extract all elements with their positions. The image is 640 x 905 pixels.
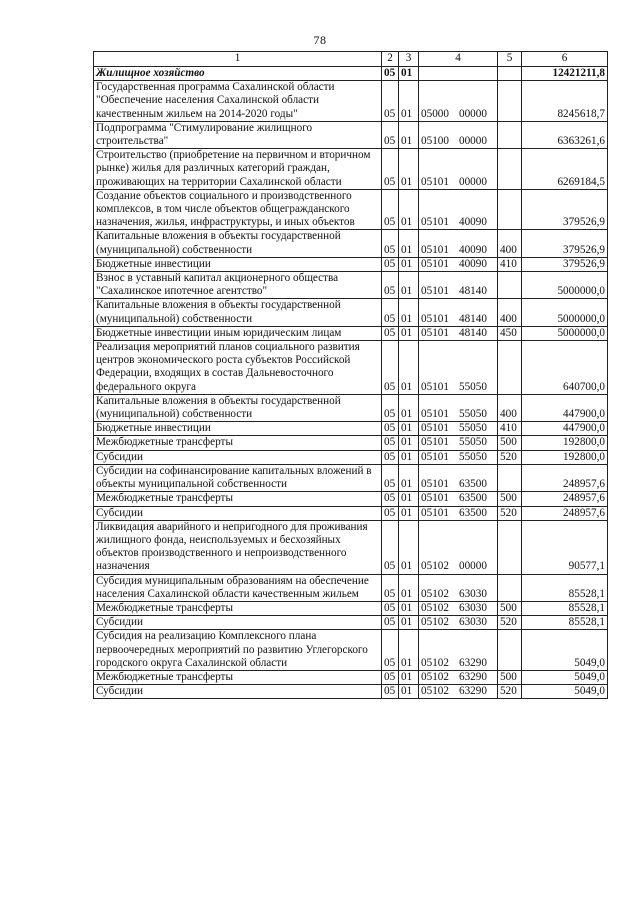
row-section: 05 bbox=[382, 121, 399, 148]
row-expense-type bbox=[498, 341, 522, 395]
row-expense-type: 500 bbox=[498, 436, 522, 450]
program-code: 05101 bbox=[421, 312, 449, 325]
row-target-article bbox=[419, 601, 498, 615]
row-amount: 85528,1 bbox=[522, 601, 608, 615]
row-name: Субсидия на реализацию Комплексного плана первоочередных мероприятий по развитию Углегорского городского округа Сахалинской области bbox=[94, 630, 382, 671]
row-name: Бюджетные инвестиции bbox=[94, 257, 382, 271]
direction-code: 63030 bbox=[458, 616, 487, 629]
row-expense-type bbox=[498, 121, 522, 148]
direction-code: 55050 bbox=[458, 436, 487, 449]
table-row bbox=[94, 670, 608, 684]
direction-code: 63290 bbox=[458, 656, 487, 669]
row-name: Бюджетные инвестиции bbox=[94, 422, 382, 436]
row-target-article bbox=[419, 81, 498, 122]
table-row bbox=[94, 257, 608, 271]
row-subsection: 01 bbox=[399, 67, 419, 81]
direction-code: 00000 bbox=[458, 107, 487, 120]
row-target-article bbox=[419, 67, 498, 81]
row-target-article bbox=[419, 341, 498, 395]
row-section: 05 bbox=[382, 670, 399, 684]
direction-code: 48140 bbox=[458, 326, 487, 339]
row-amount: 248957,6 bbox=[522, 506, 608, 520]
program-code: 05101 bbox=[421, 436, 449, 449]
table-row bbox=[94, 189, 608, 230]
row-name: Ликвидация аварийного и непригодного для проживания жилищного фонда, неиспользуемых и бесхозяйных объектов производственного и непроизводственного назначения bbox=[94, 520, 382, 574]
row-subsection: 01 bbox=[399, 492, 419, 506]
row-expense-type bbox=[498, 464, 522, 491]
table-row bbox=[94, 230, 608, 257]
row-amount: 447900,0 bbox=[522, 394, 608, 421]
program-code: 05101 bbox=[421, 492, 449, 505]
row-target-article bbox=[419, 121, 498, 148]
table-row bbox=[94, 506, 608, 520]
budget-table bbox=[93, 51, 608, 699]
row-name: Жилищное хозяйство bbox=[94, 67, 382, 81]
row-section: 05 bbox=[382, 394, 399, 421]
row-expense-type: 500 bbox=[498, 670, 522, 684]
row-target-article bbox=[419, 685, 498, 699]
table-row bbox=[94, 450, 608, 464]
row-target-article bbox=[419, 272, 498, 299]
row-target-article bbox=[419, 630, 498, 671]
row-expense-type bbox=[498, 574, 522, 601]
page-number: 78 bbox=[313, 33, 327, 47]
program-code: 05101 bbox=[421, 450, 449, 463]
row-expense-type bbox=[498, 189, 522, 230]
row-name: Капитальные вложения в объекты государственной (муниципальной) собственности bbox=[94, 394, 382, 421]
direction-code: 63500 bbox=[458, 478, 487, 491]
row-amount: 379526,9 bbox=[522, 189, 608, 230]
row-target-article bbox=[419, 189, 498, 230]
program-code: 05100 bbox=[421, 135, 449, 148]
row-amount: 12421211,8 bbox=[522, 67, 608, 81]
program-code: 05000 bbox=[421, 107, 449, 120]
row-name: Субсидии bbox=[94, 616, 382, 630]
row-name: Создание объектов социального и производственного комплексов, в том числе объектов общегражданского назначения, жилья, инфраструктуры, и иных объектов bbox=[94, 189, 382, 230]
row-amount: 447900,0 bbox=[522, 422, 608, 436]
row-subsection: 01 bbox=[399, 326, 419, 340]
row-section: 05 bbox=[382, 422, 399, 436]
row-section: 05 bbox=[382, 230, 399, 257]
row-target-article bbox=[419, 436, 498, 450]
row-expense-type bbox=[498, 520, 522, 574]
direction-code: 00000 bbox=[458, 135, 487, 148]
row-amount: 6363261,6 bbox=[522, 121, 608, 148]
row-expense-type: 410 bbox=[498, 257, 522, 271]
program-code: 05101 bbox=[421, 216, 449, 229]
row-name: Межбюджетные трансферты bbox=[94, 601, 382, 615]
row-expense-type: 520 bbox=[498, 450, 522, 464]
row-section: 05 bbox=[382, 685, 399, 699]
table-row bbox=[94, 149, 608, 190]
row-name: Подпрограмма "Стимулирование жилищного строительства" bbox=[94, 121, 382, 148]
row-expense-type: 400 bbox=[498, 299, 522, 326]
row-amount: 379526,9 bbox=[522, 230, 608, 257]
row-name: Капитальные вложения в объекты государственной (муниципальной) собственности bbox=[94, 299, 382, 326]
row-amount: 5049,0 bbox=[522, 685, 608, 699]
row-subsection: 01 bbox=[399, 670, 419, 684]
program-code: 05102 bbox=[421, 670, 449, 683]
row-section: 05 bbox=[382, 257, 399, 271]
row-section: 05 bbox=[382, 326, 399, 340]
row-subsection: 01 bbox=[399, 436, 419, 450]
program-code: 05101 bbox=[421, 478, 449, 491]
row-subsection: 01 bbox=[399, 341, 419, 395]
table-row bbox=[94, 520, 608, 574]
row-target-article bbox=[419, 670, 498, 684]
row-section: 05 bbox=[382, 81, 399, 122]
direction-code: 63030 bbox=[458, 601, 487, 614]
header-cell-amount: 6 bbox=[522, 52, 608, 67]
row-section: 05 bbox=[382, 67, 399, 81]
row-subsection: 01 bbox=[399, 601, 419, 615]
program-code: 05101 bbox=[421, 257, 449, 270]
direction-code: 55050 bbox=[458, 408, 487, 421]
row-subsection: 01 bbox=[399, 450, 419, 464]
row-section: 05 bbox=[382, 520, 399, 574]
row-section: 05 bbox=[382, 436, 399, 450]
row-expense-type: 500 bbox=[498, 601, 522, 615]
row-name: Капитальные вложения в объекты государственной (муниципальной) собственности bbox=[94, 230, 382, 257]
direction-code: 00000 bbox=[458, 175, 487, 188]
row-expense-type bbox=[498, 67, 522, 81]
direction-code: 63030 bbox=[458, 587, 487, 600]
program-code: 05102 bbox=[421, 587, 449, 600]
row-amount: 5049,0 bbox=[522, 630, 608, 671]
header-cell-target-article: 4 bbox=[419, 52, 498, 67]
row-expense-type bbox=[498, 272, 522, 299]
row-section: 05 bbox=[382, 450, 399, 464]
row-expense-type: 520 bbox=[498, 685, 522, 699]
row-section: 05 bbox=[382, 492, 399, 506]
direction-code: 55050 bbox=[458, 380, 487, 393]
header-cell-expense-type: 5 bbox=[498, 52, 522, 67]
row-subsection: 01 bbox=[399, 574, 419, 601]
table-row bbox=[94, 616, 608, 630]
row-name: Межбюджетные трансферты bbox=[94, 492, 382, 506]
program-code: 05101 bbox=[421, 285, 449, 298]
program-code: 05101 bbox=[421, 506, 449, 519]
row-expense-type bbox=[498, 630, 522, 671]
row-section: 05 bbox=[382, 506, 399, 520]
table-row bbox=[94, 394, 608, 421]
row-expense-type: 410 bbox=[498, 422, 522, 436]
row-section: 05 bbox=[382, 464, 399, 491]
table-row bbox=[94, 299, 608, 326]
row-expense-type bbox=[498, 149, 522, 190]
row-target-article bbox=[419, 257, 498, 271]
row-amount: 248957,6 bbox=[522, 492, 608, 506]
direction-code: 00000 bbox=[458, 560, 487, 573]
row-section: 05 bbox=[382, 341, 399, 395]
table-row bbox=[94, 630, 608, 671]
row-subsection: 01 bbox=[399, 685, 419, 699]
row-expense-type: 450 bbox=[498, 326, 522, 340]
row-expense-type: 520 bbox=[498, 506, 522, 520]
row-expense-type: 500 bbox=[498, 492, 522, 506]
row-target-article bbox=[419, 506, 498, 520]
row-name: Государственная программа Сахалинской области "Обеспечение населения Сахалинской области качественным жильем на 2014-2020 годы" bbox=[94, 81, 382, 122]
direction-code: 40090 bbox=[458, 216, 487, 229]
table-row bbox=[94, 436, 608, 450]
row-section: 05 bbox=[382, 630, 399, 671]
row-subsection: 01 bbox=[399, 394, 419, 421]
program-code: 05101 bbox=[421, 175, 449, 188]
row-name: Строительство (приобретение на первичном и вторичном рынке) жилья для различных категорий граждан, проживающих на территории Сахалинской области bbox=[94, 149, 382, 190]
row-subsection: 01 bbox=[399, 121, 419, 148]
direction-code: 63290 bbox=[458, 670, 487, 683]
row-name: Взнос в уставный капитал акционерного общества "Сахалинское ипотечное агентство" bbox=[94, 272, 382, 299]
direction-code: 55050 bbox=[458, 422, 487, 435]
row-subsection: 01 bbox=[399, 616, 419, 630]
row-section: 05 bbox=[382, 272, 399, 299]
row-subsection: 01 bbox=[399, 506, 419, 520]
table-row bbox=[94, 492, 608, 506]
row-subsection: 01 bbox=[399, 257, 419, 271]
row-expense-type: 400 bbox=[498, 230, 522, 257]
row-subsection: 01 bbox=[399, 230, 419, 257]
program-code: 05101 bbox=[421, 408, 449, 421]
row-amount: 640700,0 bbox=[522, 341, 608, 395]
row-target-article bbox=[419, 450, 498, 464]
row-name: Бюджетные инвестиции иным юридическим лицам bbox=[94, 326, 382, 340]
row-target-article bbox=[419, 149, 498, 190]
header-cell-name: 1 bbox=[94, 52, 382, 67]
row-subsection: 01 bbox=[399, 464, 419, 491]
table-row bbox=[94, 326, 608, 340]
row-amount: 192800,0 bbox=[522, 436, 608, 450]
table-row bbox=[94, 574, 608, 601]
table-row bbox=[94, 464, 608, 491]
header-cell-subsection: 3 bbox=[399, 52, 419, 67]
table-row bbox=[94, 422, 608, 436]
direction-code: 63500 bbox=[458, 492, 487, 505]
row-name: Субсидии на софинансирование капитальных вложений в объекты муниципальной собственности bbox=[94, 464, 382, 491]
row-subsection: 01 bbox=[399, 422, 419, 436]
row-name: Субсидии bbox=[94, 685, 382, 699]
table-row bbox=[94, 601, 608, 615]
row-amount: 192800,0 bbox=[522, 450, 608, 464]
row-subsection: 01 bbox=[399, 299, 419, 326]
program-code: 05102 bbox=[421, 656, 449, 669]
row-target-article bbox=[419, 422, 498, 436]
row-section: 05 bbox=[382, 299, 399, 326]
table-row bbox=[94, 121, 608, 148]
row-name: Субсидии bbox=[94, 450, 382, 464]
direction-code: 55050 bbox=[458, 450, 487, 463]
row-target-article bbox=[419, 299, 498, 326]
row-target-article bbox=[419, 616, 498, 630]
header-row bbox=[94, 52, 608, 67]
header-cell-section: 2 bbox=[382, 52, 399, 67]
program-code: 05101 bbox=[421, 326, 449, 339]
direction-code: 63290 bbox=[458, 685, 487, 698]
row-amount: 5049,0 bbox=[522, 670, 608, 684]
row-target-article bbox=[419, 492, 498, 506]
program-code: 05101 bbox=[421, 380, 449, 393]
row-name: Субсидия муниципальным образованиям на обеспечение населения Сахалинской области качественным жильем bbox=[94, 574, 382, 601]
table-row bbox=[94, 81, 608, 122]
row-section: 05 bbox=[382, 189, 399, 230]
row-target-article bbox=[419, 326, 498, 340]
direction-code: 48140 bbox=[458, 312, 487, 325]
row-section: 05 bbox=[382, 616, 399, 630]
program-code: 05101 bbox=[421, 422, 449, 435]
row-target-article bbox=[419, 520, 498, 574]
row-name: Межбюджетные трансферты bbox=[94, 436, 382, 450]
table-row bbox=[94, 685, 608, 699]
row-amount: 85528,1 bbox=[522, 616, 608, 630]
row-section: 05 bbox=[382, 149, 399, 190]
table-row bbox=[94, 67, 608, 81]
row-subsection: 01 bbox=[399, 272, 419, 299]
row-amount: 379526,9 bbox=[522, 257, 608, 271]
row-amount: 6269184,5 bbox=[522, 149, 608, 190]
row-target-article bbox=[419, 394, 498, 421]
row-amount: 90577,1 bbox=[522, 520, 608, 574]
row-section: 05 bbox=[382, 574, 399, 601]
table-row bbox=[94, 341, 608, 395]
row-amount: 85528,1 bbox=[522, 574, 608, 601]
row-amount: 5000000,0 bbox=[522, 326, 608, 340]
direction-code: 40090 bbox=[458, 243, 487, 256]
row-expense-type bbox=[498, 81, 522, 122]
program-code: 05102 bbox=[421, 560, 449, 573]
row-section: 05 bbox=[382, 601, 399, 615]
row-amount: 5000000,0 bbox=[522, 299, 608, 326]
row-target-article bbox=[419, 574, 498, 601]
direction-code: 40090 bbox=[458, 257, 487, 270]
direction-code: 63500 bbox=[458, 506, 487, 519]
row-amount: 5000000,0 bbox=[522, 272, 608, 299]
program-code: 05102 bbox=[421, 601, 449, 614]
row-name: Межбюджетные трансферты bbox=[94, 670, 382, 684]
row-subsection: 01 bbox=[399, 149, 419, 190]
program-code: 05101 bbox=[421, 243, 449, 256]
row-amount: 248957,6 bbox=[522, 464, 608, 491]
row-name: Реализация мероприятий планов социального развития центров экономического роста субъектов Российской Федерации, входящих в состав Дальневосточного федерального округа bbox=[94, 341, 382, 395]
row-amount: 8245618,7 bbox=[522, 81, 608, 122]
table-row bbox=[94, 272, 608, 299]
program-code: 05102 bbox=[421, 685, 449, 698]
row-expense-type: 400 bbox=[498, 394, 522, 421]
row-subsection: 01 bbox=[399, 630, 419, 671]
row-subsection: 01 bbox=[399, 189, 419, 230]
row-name: Субсидии bbox=[94, 506, 382, 520]
row-subsection: 01 bbox=[399, 520, 419, 574]
row-target-article bbox=[419, 230, 498, 257]
direction-code: 48140 bbox=[458, 285, 487, 298]
row-subsection: 01 bbox=[399, 81, 419, 122]
row-target-article bbox=[419, 464, 498, 491]
program-code: 05102 bbox=[421, 616, 449, 629]
row-expense-type: 520 bbox=[498, 616, 522, 630]
